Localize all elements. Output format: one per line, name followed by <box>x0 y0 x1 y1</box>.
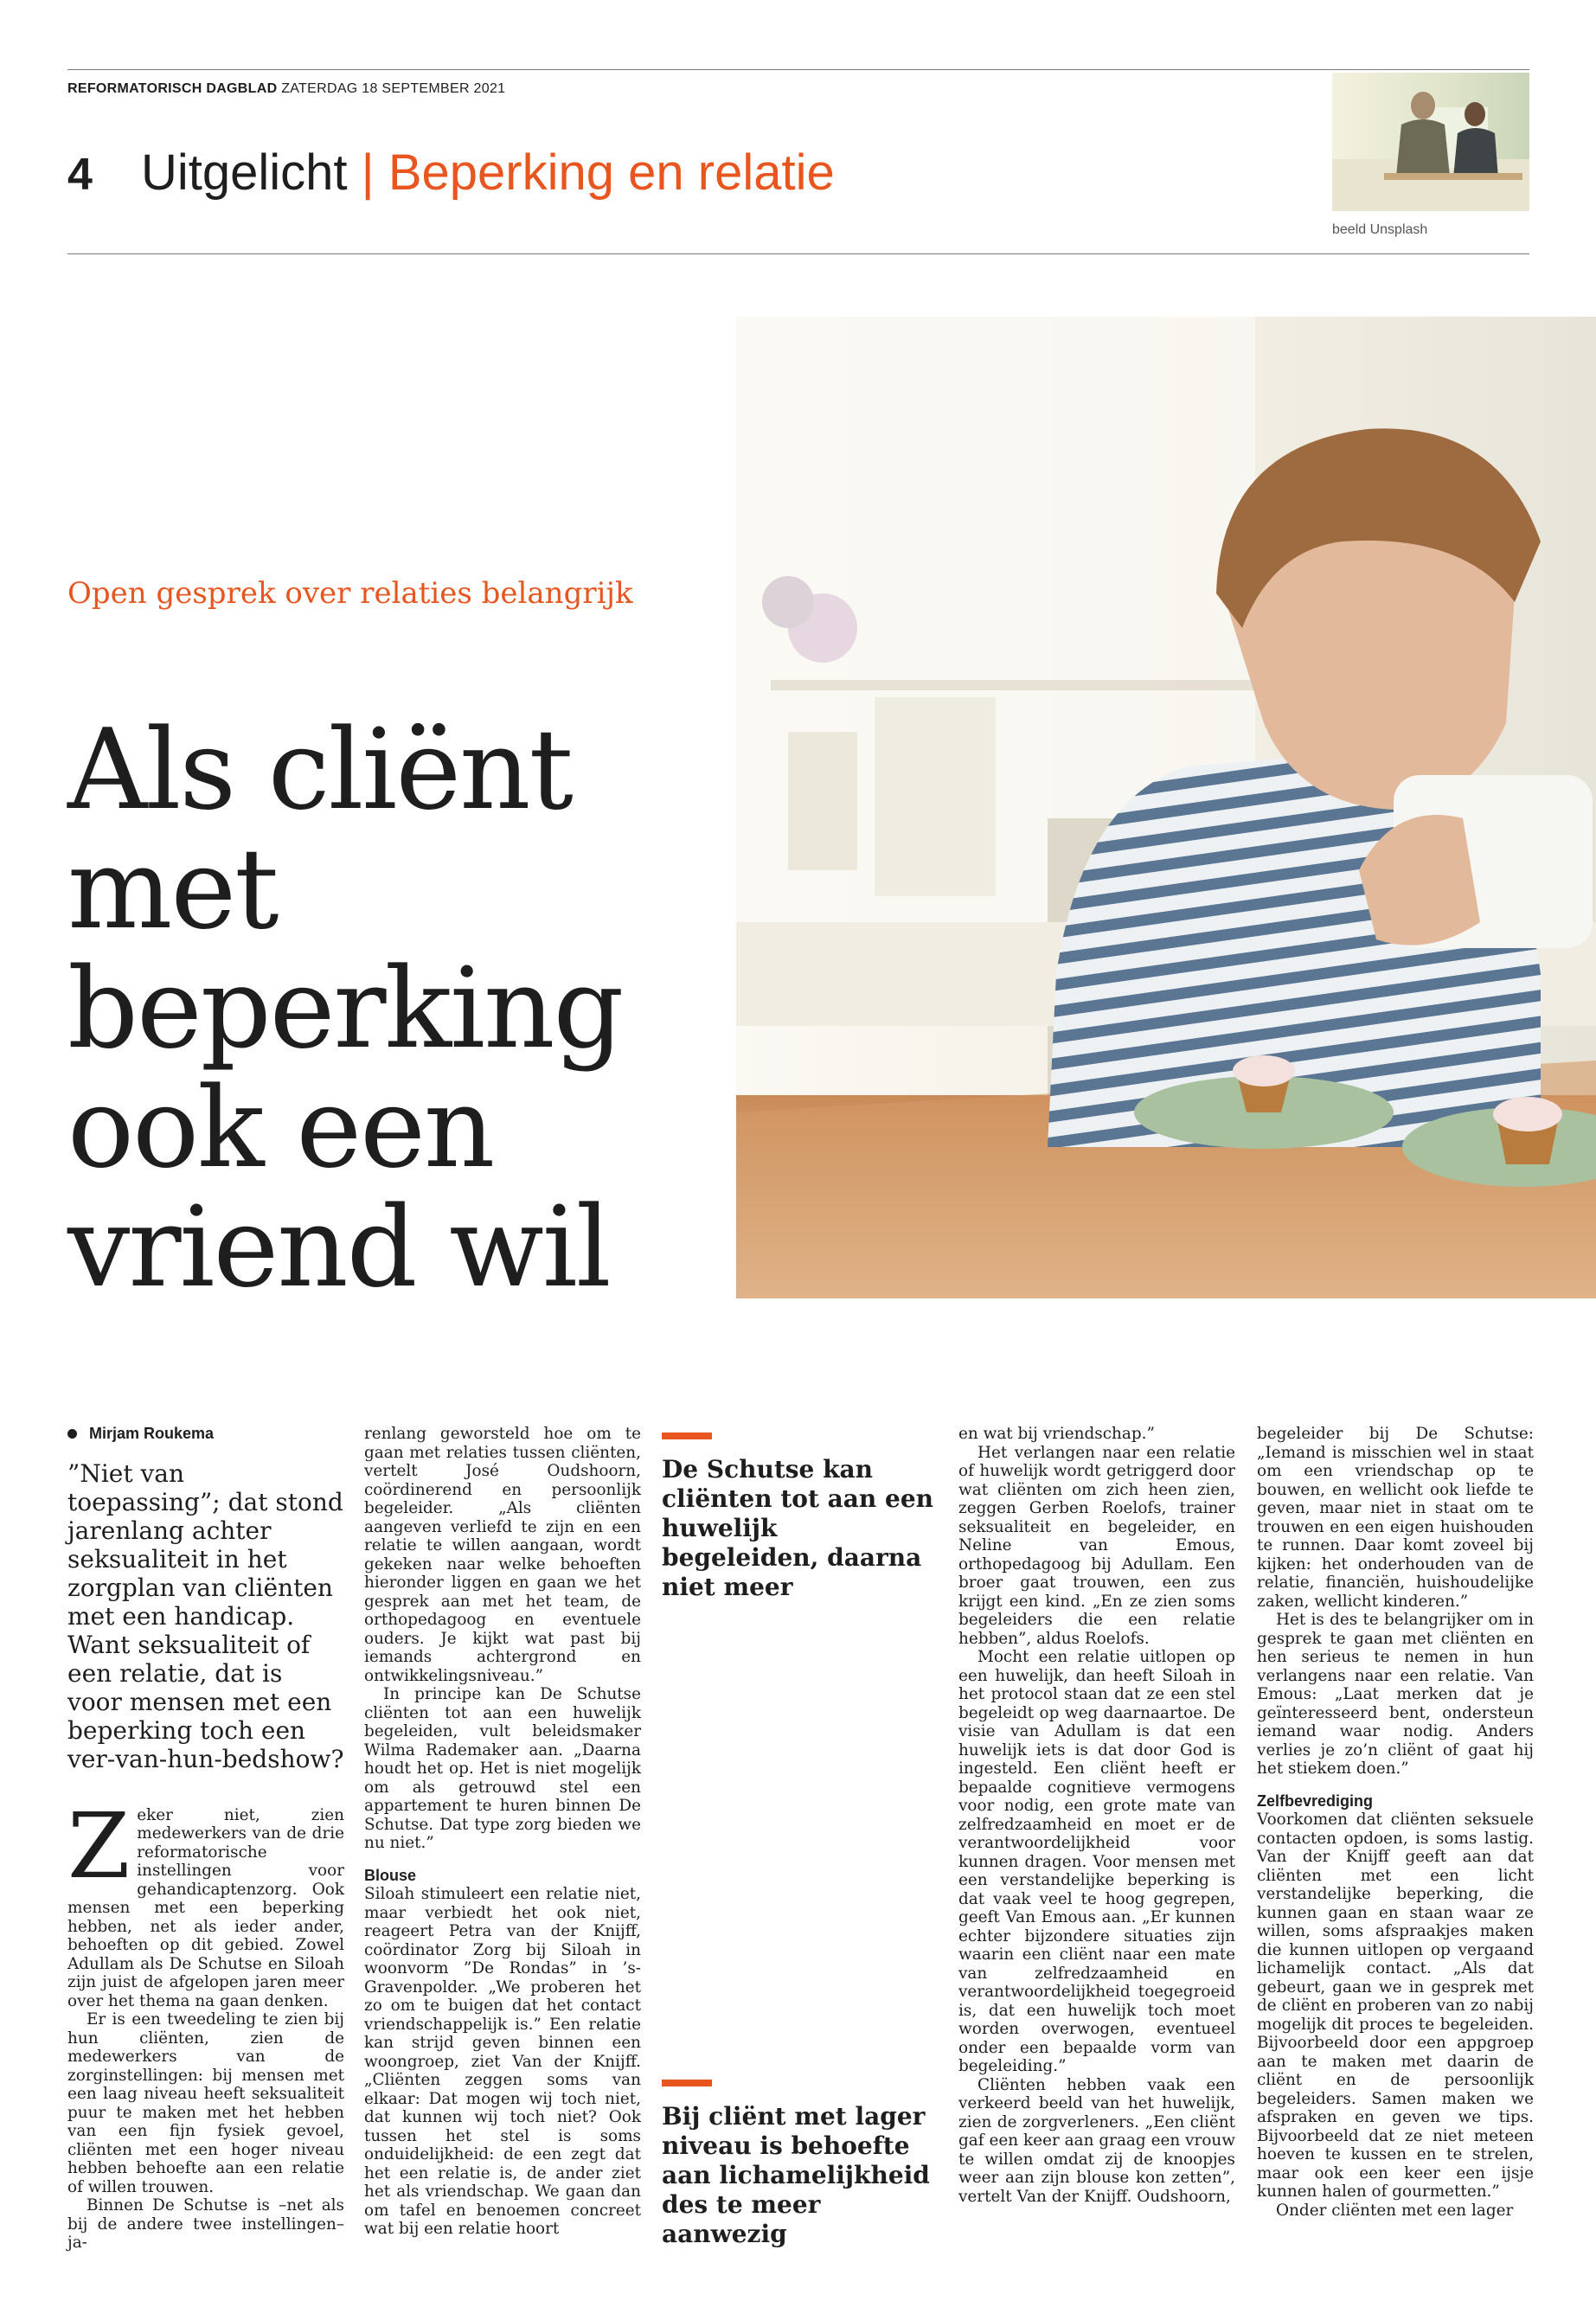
section-separator: | <box>347 144 388 201</box>
section-topic: Beperking en relatie <box>388 144 835 201</box>
body-paragraph: Er is een tweedeling te zien bij hun cliënten, zien de medewerkers van de zorginstellingen: bij mensen met een laag niveau heeft seksualiteit puur te maken met het hebben van een fijn fysiek gevoel, cliënten met een hoger niveau hebben behoefte aan een relatie of willen trouwen. <box>67 2010 344 2196</box>
column-5 <box>1257 1425 1534 2220</box>
subheading: Blouse <box>364 1866 417 1884</box>
body-paragraph: Siloah stimuleert een relatie niet, maar verbiedt het ook niet, reageert Petra van der Knijff, coördinator Zorg bij Siloah in woonvorm ”De Rondas” in ’s-Gravenpolder. „We proberen het zo om te buigen dat het contact vriendschappelijk is.” Een relatie kan strijd geven binnen een woongroep, ziet Van der Knijff. „Cliënten zeggen soms van elkaar: Dat mogen wij toch niet, dat kunnen wij toch niet? Ook tussen het stel is soms onduidelijkheid: de een zegt dat het een relatie is, de ander ziet het als vriendschap. We gaan dan om tafel en benoemen concreet wat bij een relatie hoort <box>364 1885 641 2238</box>
newspaper-name: REFORMATORISCH DAGBLAD <box>67 81 278 96</box>
pull-quote: De Schutse kan cliënten tot aan een huwelijk begeleiden, daarna niet meer <box>662 1455 934 1601</box>
body-paragraph: Het verlangen naar een relatie of huwelijk wordt getriggerd door wat cliënten om zich heen zien, zeggen Gerben Roelofs, trainer seksualiteit en begeleider, en Neline van Emous, orthopedagoog bij Adullam. Een broer gaat trouwen, een zus krijgt een kind. „En ze zien soms begeleiders die een relatie hebben”, aldus Roelofs. <box>958 1443 1235 1648</box>
byline-bullet-icon <box>67 1429 77 1439</box>
quote-accent-bar <box>662 2080 712 2086</box>
subheading: Zelfbevrediging <box>1257 1791 1374 1810</box>
column-1 <box>67 1425 344 2253</box>
body-paragraph: Voorkomen dat cliënten seksuele contacten opdoen, is soms lastig. Van der Knijff geeft aan dat cliënten met een licht verstandelijke beperking, die kunnen gaan en staan waar ze willen, soms afspraakjes maken die kunnen uitlopen op vergaand lichamelijk contact. „Als dat gebeurt, gaan we in gesprek met de cliënt en proberen van zo nabij mogelijk dit proces te begeleiden. Bijvoorbeeld door een appgroep aan te maken met daarin de cliënt en de persoonlijk begeleiders. Samen maken we afspraken en geven we tips. Bijvoorbeeld dat ze niet meteen hoeven te kussen en te strelen, maar ook een keer een ijsje kunnen halen of gourmetten.” <box>1257 1811 1534 2201</box>
masthead <box>67 81 1529 97</box>
body-paragraph: In principe kan De Schutse cliënten tot aan een huwelijk begeleiden, vult beleidsmaker Wilma Rademaker aan. „Daarna houdt het op. Het is niet mogelijk om als getrouwd stel een appartement te huren binnen De Schutse. Dat type zorg bieden we nu niet.” <box>364 1685 641 1852</box>
byline <box>67 1425 344 1444</box>
headline: Als cliënt met beperking ook een vriend wil <box>67 706 623 1312</box>
body-paragraph: Zeker niet, zien medewerkers van de drie reformatorische instellingen voor gehandicaptenzorg. Ook mensen met een beperking hebben, net als ieder ander, behoeften op dit gebied. Zowel Adullam als De Schutse en Siloah zijn juist de afgelopen jaren meer over het thema na gaan denken. <box>67 1792 344 2010</box>
photo-credit: beeld Unsplash <box>1332 222 1428 237</box>
body-paragraph: Cliënten hebben vaak een verkeerd beeld van het huwelijk, zien de zorgverleners. „Een cliënt gaf een keer aan graag een vrouw te willen omdat zij de knoopjes weer aan zijn blouse kon zetten”, vertelt Van der Knijff. Oudshoorn, <box>958 2075 1235 2206</box>
pull-quote: Bij cliënt met lager niveau is behoefte aan lichamelijkheid des te meer aanwezig <box>662 2102 930 2248</box>
dropcap: Z <box>67 1792 131 1899</box>
top-rule <box>67 69 1529 70</box>
body-paragraph: renlang geworsteld hoe om te gaan met relaties tussen cliënten, vertelt José Oudshoorn, coördinerend en persoonlijk begeleider. „Als cliënten aangeven verliefd te zijn en een relatie te willen aangaan, wordt gekeken naar welke behoeften hieronder liggen en gaan we het gesprek aan met het team, de orthopedagoog en eventuele ouders. Je kijkt wat past bij iemands achtergrond en ontwikkelingsniveau.” <box>364 1425 641 1685</box>
issue-date: ZATERDAG 18 SEPTEMBER 2021 <box>281 81 506 96</box>
section-header <box>141 144 835 202</box>
body-paragraph: Onder cliënten met een lager <box>1276 2201 1514 2220</box>
column-4 <box>958 1425 1235 2206</box>
body-paragraph: Mocht een relatie uitlopen op een huwelijk, dan heeft Siloah in het protocol staan dat ze een stel begeleidt op weg daarnaartoe. De visie van Adullam is dat een huwelijk iets is dat door God is ingesteld. Een cliënt heeft er bepaalde cognitieve vermogens voor nodig, een grote mate van zelfredzaamheid en moet er de verantwoordelijkheid voor kunnen dragen. Voor mensen met een verstandelijke beperking is dat vaak veel te hoog gegrepen, geeft Van Emous aan. „Er kunnen echter bijzondere situaties zijn waarin een cliënt naar een mate van zelfredzaamheid en verantwoordelijkheid toegegroeid is, dat een huwelijk toch moet worden overwogen, eventueel onder een bepaalde vorm van begeleiding.” <box>958 1648 1235 2075</box>
author-name: Mirjam Roukema <box>89 1425 215 1442</box>
body-paragraph: Binnen De Schutse is –net als bij de andere twee instellingen– ja- <box>67 2196 344 2252</box>
page-number: 4 <box>67 150 93 200</box>
body-paragraph: en wat bij vriendschap.” <box>958 1425 1155 1443</box>
kicker: Open gesprek over relaties belangrijk <box>67 576 633 611</box>
column-2 <box>364 1425 641 2239</box>
section-name: Uitgelicht <box>141 144 348 201</box>
intro-paragraph: ”Niet van toepassing”; dat stond jarenlang achter seksualiteit in het zorgplan van cliënten met een handicap. Want seksualiteit of een relatie, dat is voor mensen met een beperking toch een ver-van-hun-bedshow? <box>67 1458 344 1773</box>
quote-accent-bar <box>662 1433 712 1439</box>
body-paragraph: begeleider bij De Schutse: „Iemand is misschien wel in staat om een vriendschap op te bouwen, en wellicht ook liefde te geven, maar niet in staat om te trouwen en een eigen huishouden te runnen. Daar komt zoveel bij kijken: het onderhouden van de relatie, financiën, huishoudelijke zaken, wellicht kinderen.” <box>1257 1425 1534 1611</box>
thumbnail-photo <box>1332 73 1529 211</box>
header-rule <box>67 253 1529 254</box>
body-paragraph: Het is des te belangrijker om in gesprek te gaan met cliënten en hen serieus te nemen in hun verlangens naar een relatie. Van Emous: „Laat merken dat je geïnteresseerd bent, ondersteun iemand waar nodig. Anders verlies je zo’n cliënt of gaat hij het stiekem doen.” <box>1257 1611 1534 1778</box>
hero-photo <box>736 317 1596 1298</box>
